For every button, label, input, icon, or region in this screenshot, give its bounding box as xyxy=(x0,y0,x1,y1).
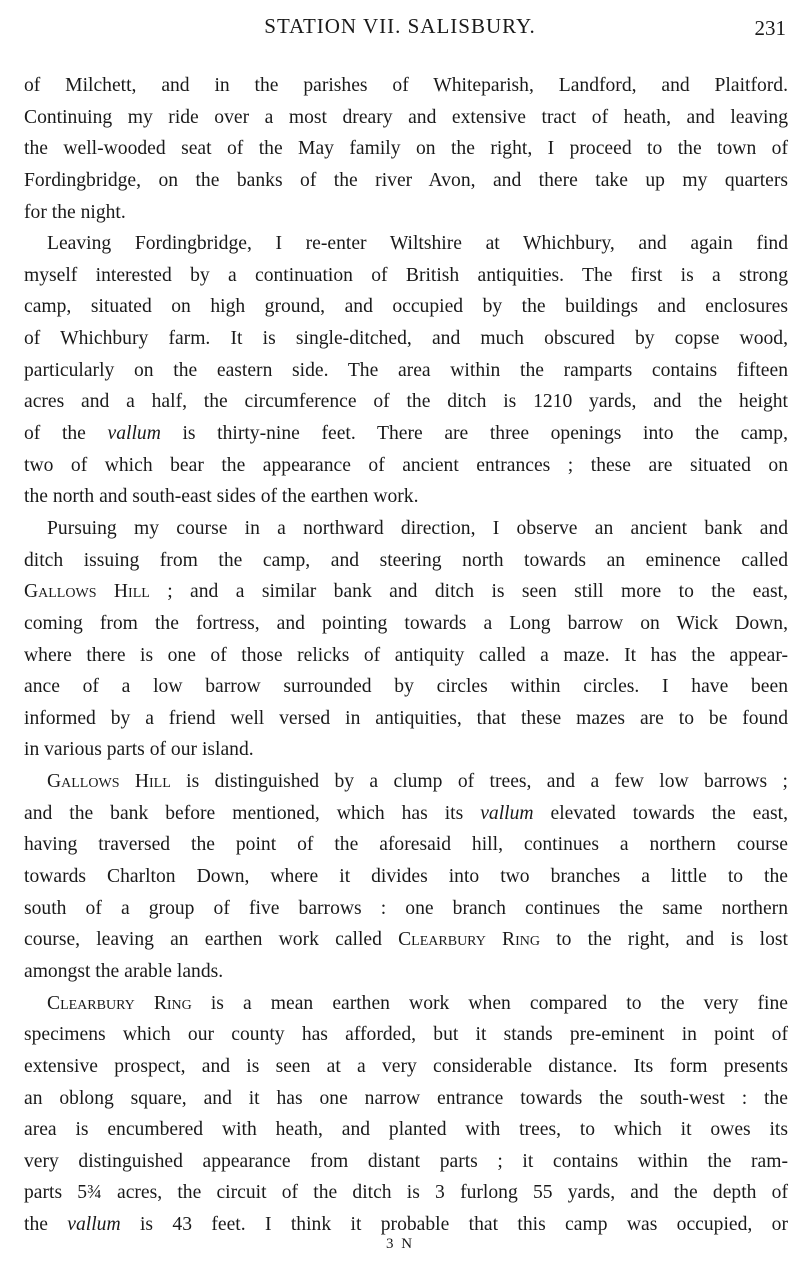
text-line: the well-wooded seat of the May family on the right, I proceed to the town of xyxy=(24,138,788,160)
running-title: STATION VII. SALISBURY. xyxy=(264,14,536,38)
text-line: an oblong square, and it has one narrow entrance towards the south-west : the xyxy=(24,1087,788,1109)
printer-signature: 3 N xyxy=(385,1236,415,1252)
place-name: Gallows Hill xyxy=(24,581,150,603)
italic-term: vallum xyxy=(480,802,534,824)
body-text xyxy=(24,70,788,1241)
text-line: myself interested by a continuation of British antiquities. The first is a strong xyxy=(24,264,788,286)
text-line: and the bank before mentioned, which has its vallum elevated towards the east, xyxy=(24,802,788,824)
text-line: Fordingbridge, on the banks of the river Avon, and there take up my quarters xyxy=(24,169,788,191)
place-name: Gallows Hill xyxy=(47,771,171,793)
text-line: ance of a low barrow surrounded by circles within circles. I have been xyxy=(24,676,788,698)
text-line: south of a group of five barrows : one branch continues the same northern xyxy=(24,897,788,919)
text-line: informed by a friend well versed in antiquities, that these mazes are to be found xyxy=(24,707,788,729)
text-line: amongst the arable lands. xyxy=(24,960,224,982)
paragraph xyxy=(24,766,788,987)
italic-term: vallum xyxy=(67,1214,121,1236)
text-line: course, leaving an earthen work called Clearbury Ring to the right, and is lost xyxy=(24,929,788,951)
text-line: coming from the fortress, and pointing towards a Long barrow on Wick Down, xyxy=(24,612,788,634)
text-line: the vallum is 43 feet. I think it probable that this camp was occupied, or xyxy=(24,1214,788,1236)
text-line: area is encumbered with heath, and planted with trees, to which it owes its xyxy=(24,1119,788,1141)
text-line: of Whichbury farm. It is single-ditched, and much obscured by copse wood, xyxy=(24,328,788,350)
page-header xyxy=(0,14,800,50)
text-line: camp, situated on high ground, and occupied by the buildings and enclosures xyxy=(24,296,788,318)
paragraph xyxy=(24,513,788,766)
place-name: Clearbury Ring xyxy=(398,929,541,951)
text-line: very distinguished appearance from distant parts ; it contains within the ram- xyxy=(24,1150,788,1172)
text-line: in various parts of our island. xyxy=(24,739,254,761)
text-line: Continuing my ride over a most dreary and extensive tract of heath, and leaving xyxy=(24,106,788,128)
paragraph xyxy=(24,228,788,513)
text-line: specimens which our county has afforded, but it stands pre-eminent in point of xyxy=(24,1024,788,1046)
text-line: two of which bear the appearance of ancient entrances ; these are situated on xyxy=(24,454,788,476)
text-line: for the night. xyxy=(24,201,126,223)
text-line: Leaving Fordingbridge, I re-enter Wiltshire at Whichbury, and again find xyxy=(47,233,788,255)
paragraph xyxy=(24,70,788,228)
text-line: Pursuing my course in a northward direction, I observe an ancient bank and xyxy=(47,517,788,539)
place-name: Clearbury Ring xyxy=(47,992,192,1014)
text-line: Gallows Hill ; and a similar bank and ditch is seen still more to the east, xyxy=(24,581,788,603)
text-line: ditch issuing from the camp, and steering north towards an eminence called xyxy=(24,549,788,571)
text-line: towards Charlton Down, where it divides into two branches a little to the xyxy=(24,866,788,888)
text-line: Gallows Hill is distinguished by a clump of trees, and a few low barrows ; xyxy=(47,771,788,793)
text-line: Clearbury Ring is a mean earthen work when compared to the very fine xyxy=(47,992,788,1014)
text-line: the north and south-east sides of the earthen work. xyxy=(24,486,419,508)
text-line: parts 5¾ acres, the circuit of the ditch is 3 furlong 55 yards, and the depth of xyxy=(24,1182,788,1204)
text-line: acres and a half, the circumference of the ditch is 1210 yards, and the height xyxy=(24,391,788,413)
paragraph xyxy=(24,988,788,1241)
text-line: of Milchett, and in the parishes of Whiteparish, Landford, and Plaitford. xyxy=(24,75,788,96)
text-line: of the vallum is thirty-nine feet. There are three openings into the camp, xyxy=(24,423,788,445)
italic-term: vallum xyxy=(107,423,161,445)
text-line: having traversed the point of the aforesaid hill, continues a northern course xyxy=(24,834,788,856)
text-line: extensive prospect, and is seen at a very considerable distance. Its form presents xyxy=(24,1055,788,1077)
page-number: 231 xyxy=(754,16,786,40)
text-line: particularly on the eastern side. The area within the ramparts contains fifteen xyxy=(24,359,788,381)
text-line: where there is one of those relicks of antiquity called a maze. It has the appear- xyxy=(24,644,788,666)
